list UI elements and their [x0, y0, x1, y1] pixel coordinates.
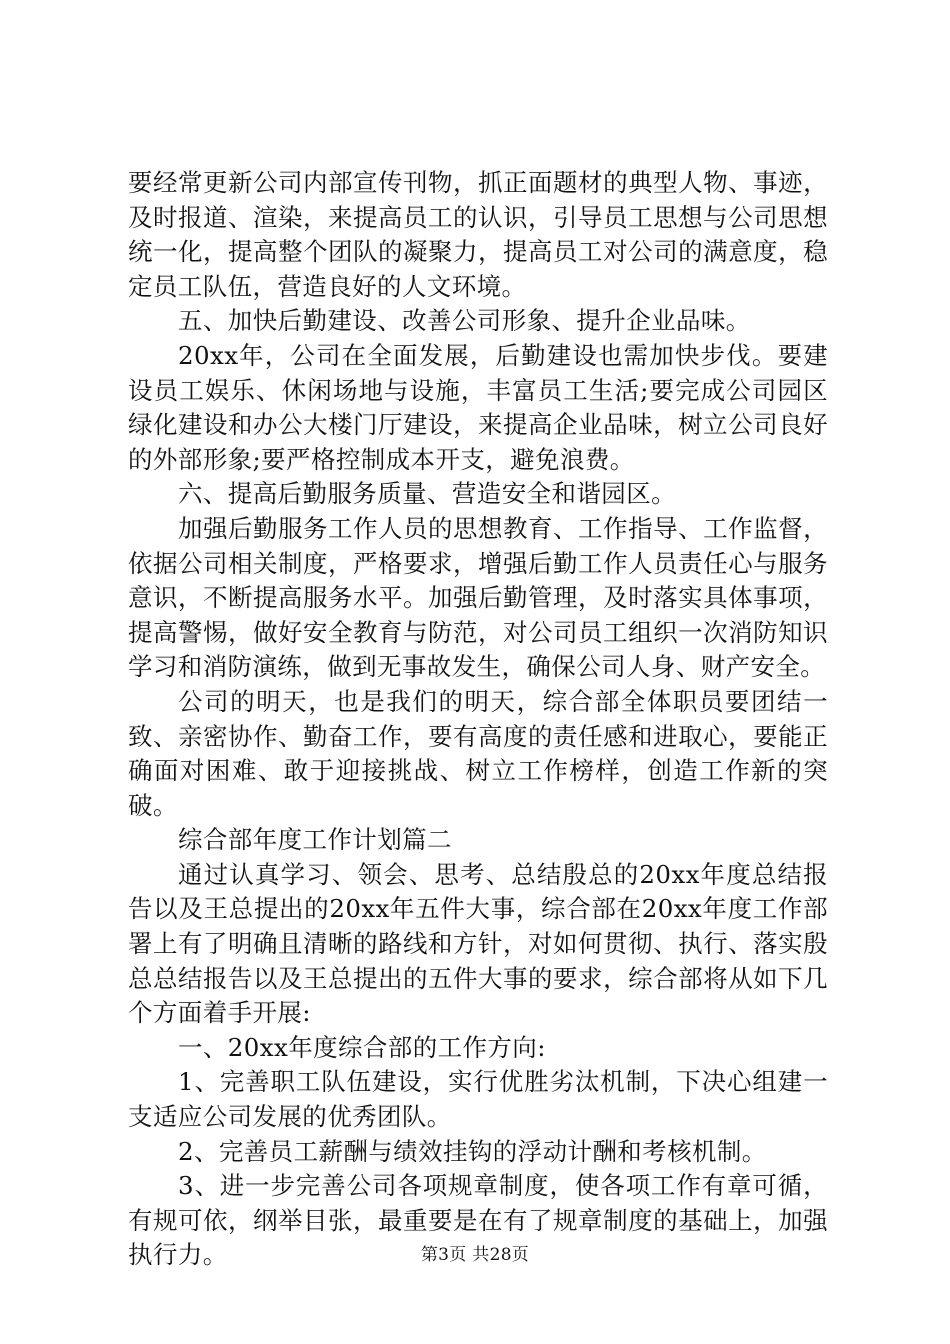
paragraph: 加强后勤服务工作人员的思想教育、工作指导、工作监督，依据公司相关制度，严格要求，增强后勤工作人员责任心与服务意识，不断提高服务水平。加强后勤管理，及时落实具体事项，提高警惕，做好安全教育与防范，对公司员工组织一次消防知识学习和消防演练，做到无事故发生，确保公司人身、财产安全。 — [128, 513, 828, 682]
section-heading: 一、20xx年度综合部的工作方向: — [178, 1032, 546, 1062]
list-item: 2、完善员工薪酬与绩效挂钩的浮动计酬和考核机制。 — [178, 1136, 767, 1166]
page-number-footer: 第3页 共28页 — [420, 1245, 530, 1265]
list-item: 3、进一步完善公司各项规章制度，使各项工作有章可循，有规可依，纲举目张，最重要是在有了规章制度的基础上，加强执行力。 — [128, 1171, 828, 1270]
paragraph: 通过认真学习、领会、思考、总结殷总的20xx年度总结报告以及王总提出的20xx年五件大事，综合部在20xx年度工作部署上有了明确且清晰的路线和方针，对如何贯彻、执行、落实殷总总结报告以及王总提出的五件大事的要求，综合部将从如下几个方面着手开展: — [128, 859, 828, 1028]
list-item: 1、完善职工队伍建设，实行优胜劣汰机制，下决心组建一支适应公司发展的优秀团队。 — [128, 1067, 828, 1132]
paragraph: 20xx年，公司在全面发展，后勤建设也需加快步伐。要建设员工娱乐、休闲场地与设施，丰富员工生活;要完成公司园区绿化建设和办公大楼门厅建设，来提高企业品味，树立公司良好的外部形象;要严格控制成本开支，避免浪费。 — [128, 340, 828, 474]
section-heading: 六、提高后勤服务质量、营造安全和谐园区。 — [178, 479, 676, 509]
paragraph: 要经常更新公司内部宣传刊物，抓正面题材的典型人物、事迹，及时报道、渲染，来提高员工的认识，引导员工思想与公司思想统一化，提高整个团队的凝聚力，提高员工对公司的满意度，稳定员工队伍，营造良好的人文环境。 — [128, 168, 828, 301]
section-heading: 五、加快后勤建设、改善公司形象、提升企业品味。 — [178, 306, 751, 336]
paragraph: 公司的明天，也是我们的明天，综合部全体职员要团结一致、亲密协作、勤奋工作，要有高度的责任感和进取心，要能正确面对困难、敢于迎接挑战、树立工作榜样，创造工作新的突破。 — [128, 686, 828, 820]
document-body — [128, 166, 828, 1273]
article-title: 综合部年度工作计划篇二 — [178, 825, 452, 855]
